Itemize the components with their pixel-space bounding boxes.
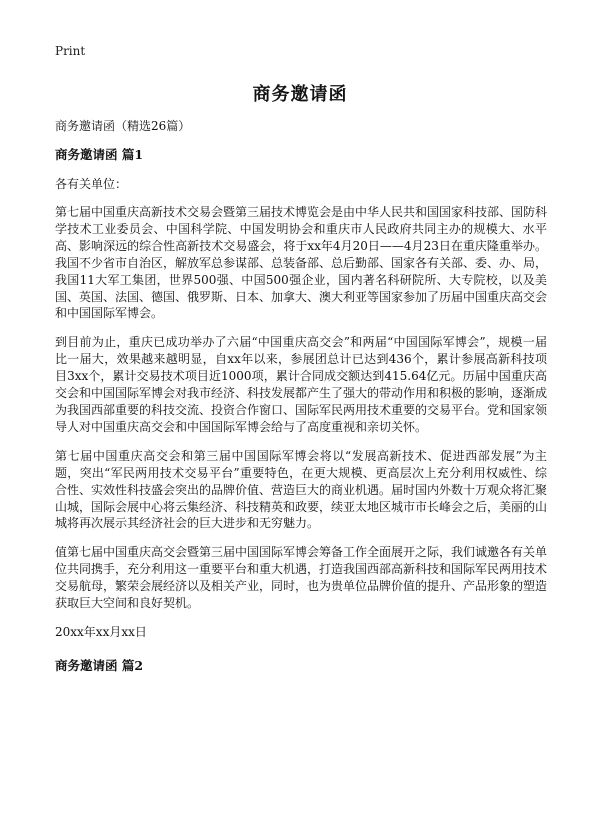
document-body — [55, 118, 547, 687]
document-subtitle: 商务邀请函（精选26篇） — [55, 119, 191, 133]
paragraph-1: 第七届中国重庆高新技术交易会暨第三届技术博览会是由中华人民共和国国家科技部、国防科学技术工业委员会、中国科学院、中国发明协会和重庆市人民政府共同主办的规模大、水平高、影响深远的综合性高新技术交易盛会，将于xx年4月20日——4月23日在重庆隆重举办。我国不少省市自治区，解放军总参谋部、总装备部、总后勤部、国家各有关部、委、办、局，我国11大军工集团，世界500强、中国500强企业，国内著名科研院所、大专院校，以及美国、英国、法国、德国、俄罗斯、日本、加拿大、澳大利亚等国家参加了历届中国重庆高交会和中国国际军博会。 — [55, 205, 548, 321]
paragraph-4: 值第七届中国重庆高交会暨第三届中国国际军博会筹备工作全面展开之际，我们诚邀各有关单位共同携手，充分利用这一重要平台和重大机遇，打造我国西部高新科技和国际军民两用技术交易航母，繁荣会展经济以及相关产业，同时，也为贵单位品牌价值的提升、产品形象的塑造获取巨大空间和良好契机。 — [55, 545, 548, 611]
print-link[interactable]: Print — [55, 44, 86, 58]
section-heading-2: 商务邀请函 篇2 — [55, 657, 144, 673]
page-title: 商务邀请函 — [252, 84, 348, 105]
letter-date: 20xx年xx月xx日 — [55, 624, 147, 639]
greeting: 各有关单位： — [55, 177, 128, 191]
section-heading-1: 商务邀请函 篇1 — [55, 147, 144, 162]
paragraph-2: 到目前为止，重庆已成功举办了六届“中国重庆高交会”和两届“中国国际军博会”，规模一届比一届大，效果越来越明显，自xx年以来，参展团总计已达到436个，累计参展高新科技项目3xx个，累计交易技术项目近1000项，累计合同成交额达到415.64亿元。历届中国重庆高交会和中国国际军博会对我市经济、科技发展都产生了强大的带动作用和积极的影响，逐渐成为我国西部重要的科技交流、投资合作窗口、国际军民两用技术重要的交易平台。党和国家领导人对中国重庆高交会和中国国际军博会给与了高度重视和亲切关怀。 — [55, 335, 548, 434]
paragraph-3: 第七届中国重庆高交会和第三届中国国际军博会将以“发展高新技术、促进西部发展”为主题，突出“军民两用技术交易平台”重要特色，在更大规模、更高层次上充分利用权威性、综合性、实效性科技盛会突出的品牌价值、营造巨大的商业机遇。届时国内外数十万观众将汇聚山城，国际会展中心将云集经济、科技精英和政要，续亚太地区城市市长峰会之后，美丽的山城将再次展示其经济社会的巨大进步和无穷魅力。 — [55, 448, 548, 531]
